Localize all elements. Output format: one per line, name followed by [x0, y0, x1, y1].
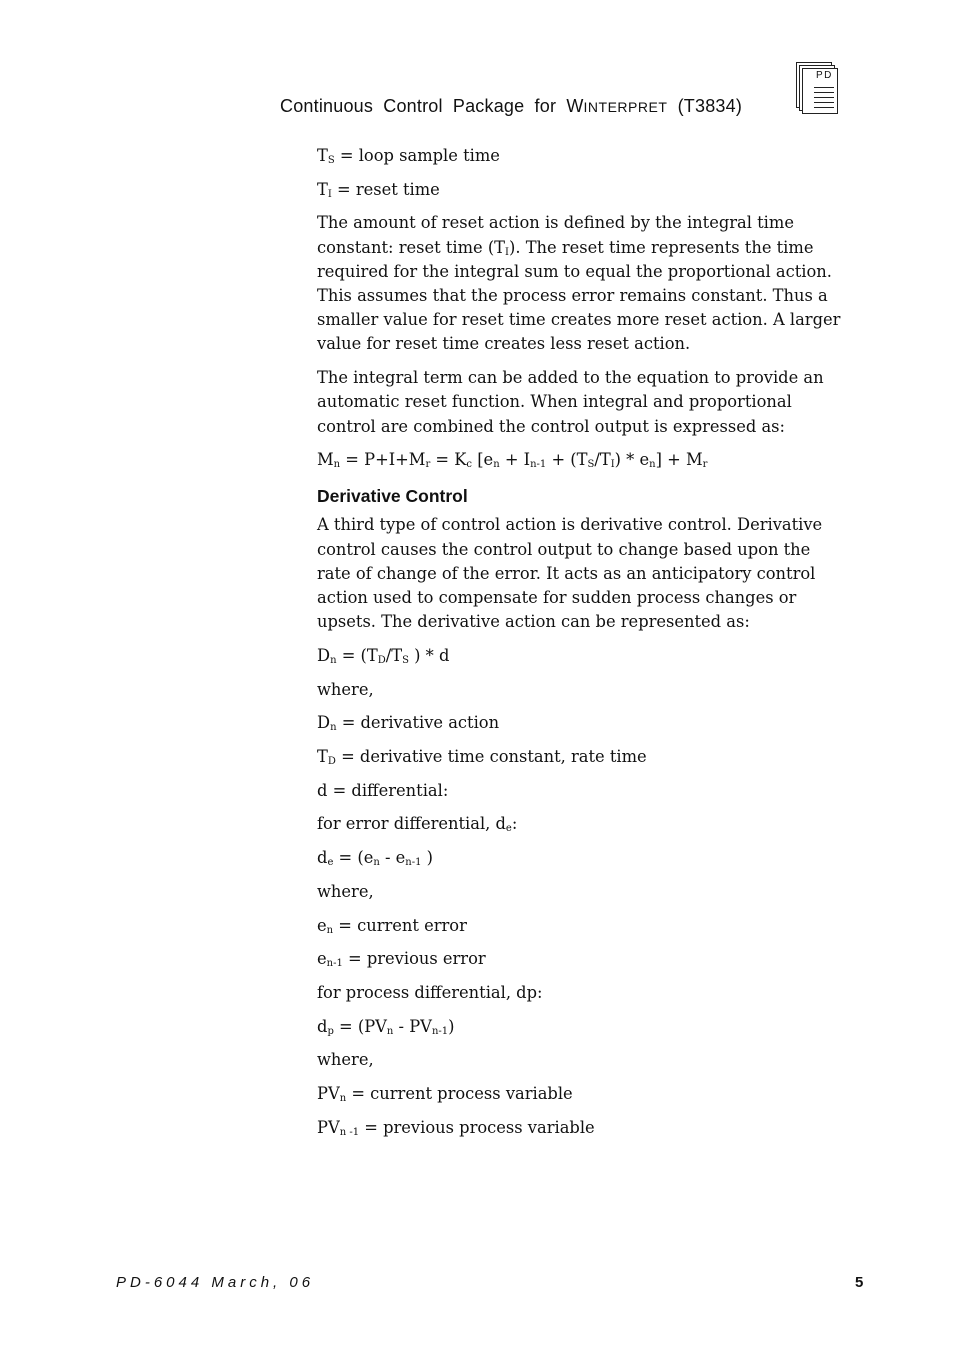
- text-run: where,: [317, 679, 374, 699]
- subscript: D: [377, 654, 386, 666]
- text-run: T: [317, 146, 328, 165]
- header-title-smallcaps: INTERPRET: [583, 99, 668, 115]
- text-run: D: [317, 713, 331, 733]
- text-run: ). The reset time represents the time required for the integral sum to equal the proportional action. This assumes that the process error remains constant. Thus a smaller value for reset time creates more reset action. A larger value for reset time creates less reset action.: [317, 237, 841, 354]
- header-title-pre: Continuous Control Package for W: [280, 96, 584, 116]
- text-run: d: [317, 1016, 328, 1036]
- text-run: [e: [472, 450, 494, 470]
- subscript: c: [466, 459, 473, 471]
- subscript: n: [339, 1093, 347, 1105]
- subscript: e: [327, 857, 334, 869]
- subscript: n -1: [339, 1126, 360, 1138]
- text-run: d: [317, 848, 328, 868]
- body-paragraph: [317, 1015, 845, 1039]
- subscript: n: [373, 857, 380, 869]
- text-run: D: [317, 645, 331, 665]
- body-paragraph: [317, 846, 845, 870]
- text-run: for process differential, dp:: [317, 982, 543, 1002]
- text-run: = current process variable: [346, 1084, 573, 1104]
- text-run: /T: [594, 450, 611, 470]
- text-run: - PV: [393, 1016, 432, 1036]
- text-run: ): [421, 848, 434, 868]
- body-paragraph: [317, 448, 845, 472]
- body-paragraph: [317, 812, 845, 836]
- subscript: S: [327, 155, 335, 166]
- text-run: ): [448, 1016, 455, 1036]
- text-run: = (e: [333, 848, 374, 868]
- text-run: ) * e: [614, 450, 650, 470]
- text-run: + (T: [546, 450, 588, 470]
- text-run: = previous error: [342, 949, 486, 969]
- text-run: = current error: [333, 915, 467, 935]
- subscript: n: [649, 459, 656, 471]
- subscript: n: [386, 1025, 394, 1037]
- text-run: where,: [317, 1050, 374, 1070]
- subscript: I: [327, 188, 332, 200]
- page-header: [280, 96, 742, 117]
- text-run: T: [317, 179, 328, 199]
- subscript: D: [327, 756, 336, 768]
- body-paragraph: [317, 211, 845, 356]
- body-paragraph: [317, 1116, 845, 1140]
- body-paragraph: [317, 513, 845, 634]
- text-run: e: [317, 915, 327, 935]
- subscript: n: [326, 924, 334, 936]
- footer-doc-id: PD-6044 March, 06: [116, 1274, 315, 1291]
- text-run: = P+I+M: [340, 450, 426, 470]
- text-run: ] + M: [655, 450, 703, 470]
- subscript: n-1: [326, 958, 343, 970]
- text-run: = K: [430, 450, 467, 470]
- header-title-post: (T3834): [667, 96, 743, 116]
- text-run: = (T: [336, 645, 378, 665]
- body-paragraph: [317, 644, 845, 668]
- body-paragraph: [317, 711, 845, 735]
- subscript: I: [610, 459, 615, 471]
- subscript: n-1: [431, 1025, 449, 1037]
- text-run: ) * d: [408, 645, 450, 665]
- subscript: S: [402, 654, 409, 666]
- subscript: n: [330, 722, 337, 734]
- subscript: S: [587, 459, 595, 471]
- text-run: = loop sample time: [334, 146, 500, 165]
- text-run: e: [317, 949, 327, 969]
- text-run: :: [511, 814, 518, 834]
- text-run: /T: [385, 645, 403, 665]
- text-run: where,: [317, 881, 374, 901]
- subscript: n: [330, 654, 337, 666]
- subscript: r: [425, 459, 431, 471]
- text-run: The integral term can be added to the equation to provide an automatic reset function. When integral and proportional control are combined the control output is expressed as:: [317, 368, 824, 436]
- text-run: A third type of control action is derivative control. Derivative control causes the control output to change based upon the rate of change of the error. It acts as an anticipatory control action used to compensate for sudden process changes or upsets. The derivative action can be represented as:: [317, 515, 823, 632]
- body-paragraph: [317, 678, 845, 702]
- subscript: n-1: [530, 459, 547, 471]
- body-paragraph: [317, 779, 845, 803]
- text-run: M: [317, 450, 334, 470]
- text-run: = derivative action: [336, 713, 500, 733]
- body-paragraph: [317, 1048, 845, 1072]
- text-run: PV: [317, 1117, 340, 1137]
- body-content: [317, 144, 845, 1150]
- text-run: = reset time: [331, 179, 440, 199]
- subscript: I: [505, 246, 509, 258]
- subscript: e: [505, 823, 512, 835]
- text-run: PV: [317, 1084, 340, 1104]
- text-run: - e: [379, 848, 406, 868]
- body-paragraph: [317, 1082, 845, 1106]
- body-paragraph: [317, 144, 845, 168]
- body-paragraph: [317, 947, 845, 971]
- page-number: 5: [855, 1274, 864, 1291]
- subscript: n-1: [405, 857, 422, 869]
- text-run: T: [317, 747, 328, 767]
- text-run: = derivative time constant, rate time: [335, 747, 647, 767]
- body-paragraph: [317, 880, 845, 904]
- text-run: d = differential:: [317, 780, 449, 800]
- body-paragraph: [317, 178, 845, 202]
- subscript: n: [333, 459, 341, 471]
- body-paragraph: [317, 745, 845, 769]
- text-run: + I: [499, 450, 531, 470]
- pd-document-icon: [796, 62, 840, 116]
- body-paragraph: [317, 981, 845, 1005]
- text-run: for error differential, d: [317, 814, 506, 834]
- text-run: = (PV: [333, 1016, 387, 1036]
- body-paragraph: [317, 914, 845, 938]
- subscript: n: [493, 459, 500, 471]
- text-run: = previous process variable: [359, 1117, 595, 1137]
- section-heading: [317, 485, 845, 507]
- text-run: Derivative Control: [317, 486, 468, 507]
- subscript: p: [327, 1025, 334, 1037]
- pd-icon-label: PD: [816, 70, 833, 81]
- subscript: r: [702, 459, 708, 471]
- body-paragraph: [317, 366, 845, 439]
- text-run: The amount of reset action is defined by the integral time constant: reset time (T: [317, 213, 794, 257]
